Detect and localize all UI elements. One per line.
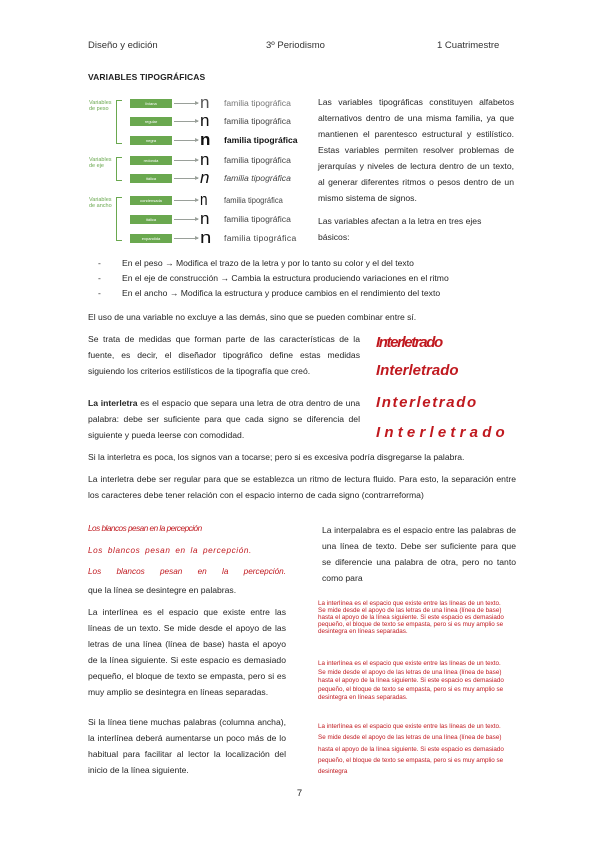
interletra-regular-paragraph: La interletra debe ser regular para que se establezca un ritmo de lectura fluido. Para esto, la separación entre los caracteres debe tener relación con el espacio interno de cada signo (contrarreforma) (88, 474, 516, 500)
blancos-sample-normal: Los blancos pesan en la percepción. (88, 546, 252, 555)
list-item (98, 256, 518, 271)
combine-note: El uso de una variable no excluye a las demás, sino que se pueden combinar entre sí. (88, 312, 417, 322)
diagram-text-expandida: familia tipográfica (224, 233, 297, 243)
list-item (98, 271, 518, 286)
diagram-arrow (174, 121, 198, 122)
diagram-arrow (174, 140, 198, 141)
bullet-text: En el eje de construcción → Cambia la estructura produciendo variaciones en el ritmo (122, 273, 449, 283)
interletrado-sample-normal: Interletrado (376, 362, 459, 379)
diagram-text-regular: familia tipográfica (224, 116, 291, 126)
diagram-glyph-liviana: n (200, 93, 210, 112)
bullet-dash: - (98, 258, 101, 268)
diagram-text-condensada: familia tipográfica (224, 195, 283, 205)
list-item (98, 286, 518, 301)
section-title: VARIABLES TIPOGRÁFICAS (88, 72, 206, 82)
diagram-box-regular: regular (130, 117, 172, 126)
bullet-list (98, 256, 518, 301)
interpalabra-paragraph: La interpalabra es el espacio entre las palabras de una línea de texto. Debe ser suficiente para que se diferencie una palabra de otra, pero no tanto como para (322, 525, 516, 583)
header-term: 1 Cuatrimestre (437, 40, 500, 51)
interletrado-sample-loose: Interletrado (376, 394, 478, 411)
diagram-arrow (174, 238, 198, 239)
diagram-arrow (174, 178, 198, 179)
diagram-box-condensada: condensada (130, 196, 172, 205)
interletrado-sample-wide: Interletrado (376, 424, 509, 441)
interlinea-paragraph: La interlínea es el espacio que existe entre las líneas de un texto. Se mide desde el apoyo de las letras de una línea (línea de base) hasta el apoyo de la línea siguiente. Si este espacio es demasiado pequeño, el bloque de texto se empasta, pero si es muy amplio se desintegra en líneas separadas. (88, 607, 286, 697)
diagram-group-label-width: Variables de ancho (89, 197, 112, 209)
diagram-text-redonda: familia tipográfica (224, 155, 291, 165)
diagram-glyph-regular: n (200, 111, 210, 130)
interlinea-sample-tight: La interlínea es el espacio que existe entre las líneas de un texto. Se mide desde el apoyo de las letras de una línea (línea de base) hasta el apoyo de la línea siguiente. Si este espacio es demasiado pequeño, el bloque de texto se empasta, pero si es muy amplio se desintegra en líneas separadas. (318, 600, 504, 635)
interletra-small-note: Si la interletra es poca, los signos van a tocarse; pero si es excesiva podría disgregarse la palabra. (88, 452, 465, 462)
interletrado-sample-tight: Interletrado (376, 334, 442, 351)
interletra-paragraph (88, 395, 360, 443)
diagram-brace-width (116, 197, 122, 241)
diagram-arrow (174, 103, 198, 104)
interpalabra-end: que la línea se desintegre en palabras. (88, 585, 237, 595)
axes-intro: Las variables afectan a la letra en tres ejes básicos: (318, 216, 482, 242)
diagram-glyph-redonda: n (200, 150, 210, 169)
diagram-box-italica: itálica (130, 174, 172, 183)
diagram-text-negra: familia tipográfica (224, 135, 298, 145)
header-course: Diseño y edición (88, 40, 158, 51)
bullet-dash: - (98, 273, 101, 283)
bullet-text: En el peso → Modifica el trazo de la letra y por lo tanto su color y el del texto (122, 258, 414, 268)
diagram-arrow (174, 160, 198, 161)
measures-paragraph: Se trata de medidas que forman parte de las características de la fuente, es decir, el diseñador tipográfico define estas medidas siguiendo los criterios estilísticos de la tipografía que creó. (88, 334, 360, 376)
diagram-text-italica: familia tipográfica (224, 173, 291, 183)
diagram-brace-weight (116, 100, 122, 144)
blancos-sample-wide: Los blancos pesan en la percepción. (88, 567, 286, 576)
diagram-glyph-expandida: n (200, 228, 212, 247)
interletra-term: La interletra (88, 398, 138, 408)
diagram-brace-axis (116, 157, 122, 181)
diagram-box-italica-width: itálica (130, 215, 172, 224)
line-length-paragraph: Si la línea tiene muchas palabras (columna ancha), la interlínea deberá aumentarse un poco más de lo habitual para facilitar al lector la localización del inicio de la línea siguiente. (88, 717, 286, 775)
diagram-glyph-regular-width: n (200, 209, 210, 228)
diagram-text-liviana: familia tipográfica (224, 98, 291, 108)
diagram-text-regular-width: familia tipográfica (224, 214, 291, 224)
diagram-box-liviana: liviana (130, 99, 172, 108)
diagram-box-expandida: expandida (130, 234, 172, 243)
header-year: 3º Periodismo (266, 40, 325, 51)
page-number: 7 (296, 788, 303, 799)
blancos-sample-tight: Los blancos pesan en la percepción (88, 524, 202, 533)
diagram-glyph-negra: n (200, 130, 211, 149)
diagram-box-negra: negra (130, 136, 172, 145)
diagram-arrow (174, 200, 198, 201)
diagram-glyph-italica: n (200, 168, 210, 187)
diagram-arrow (174, 219, 198, 220)
intro-paragraph: Las variables tipográficas constituyen alfabetos alternativos dentro de una misma familia, ya que mantienen el parentesco estructural y estilístico. Estas variables permiten resolver problemas de jerarquías y niveles de lectura dentro de un texto, al generar diferentes ritmos o pesos dentro de un mismo sistema de signos. (318, 97, 514, 203)
interlinea-sample-loose: La interlínea es el espacio que existe entre las líneas de un texto. Se mide desde el apoyo de las letras de una línea (línea de base) hasta el apoyo de la línea siguiente. Si este espacio es demasiado pequeño, el bloque de texto se empasta, pero si es muy amplio se desintegra (318, 723, 504, 776)
diagram-group-label-weight: Variables de peso (89, 100, 112, 112)
bullet-text: En el ancho → Modifica la estructura y produce cambios en el rendimiento del texto (122, 288, 441, 298)
bullet-dash: - (98, 288, 101, 298)
typographic-variables-diagram (86, 94, 312, 250)
interletra-definition: es el espacio que separa una letra de otra dentro de una palabra: debe ser suficiente para que cada signo se diferencia del siguiente y pueda leerse con comodidad. (88, 398, 360, 440)
diagram-group-label-axis: Variables de eje (89, 157, 112, 169)
diagram-glyph-condensada: n (200, 190, 208, 209)
interlinea-sample-normal: La interlínea es el espacio que existe entre las líneas de un texto. Se mide desde el apoyo de las letras de una línea (línea de base) hasta el apoyo de la línea siguiente. Si este espacio es demasiado pequeño, el bloque de texto se empasta, pero si es muy amplio se desintegra en líneas separadas. (318, 660, 504, 702)
diagram-box-redonda: redonda (130, 156, 172, 165)
